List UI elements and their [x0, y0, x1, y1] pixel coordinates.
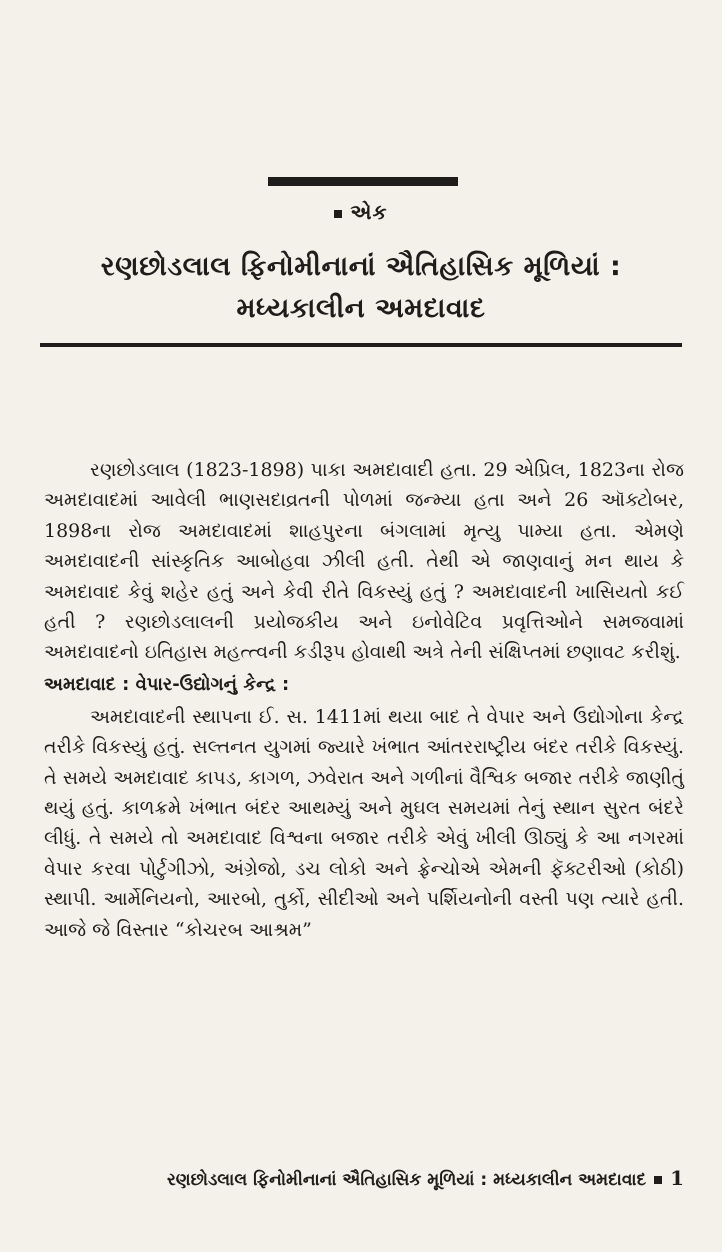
title-bottom-rule	[40, 343, 682, 347]
square-bullet-icon	[334, 210, 342, 218]
running-footer	[44, 1166, 684, 1190]
paragraph-trade: અમદાવાદની સ્થાપના ઈ. સ. 1411માં થયા બાદ તે વેપાર અને ઉદ્યોગોના કેન્દ્ર તરીકે વિકસ્યું હતું. સલ્તનત યુગમાં જ્યારે ખંભાત આંતરરાષ્ટ્રીય બંદર તરીકે વિકસ્યું. તે સમયે અમદાવાદ કાપડ, કાગળ, ઝવેરાત અને ગળીનાં વૈશ્વિક બજાર તરીકે જાણીતું થયું હતું. કાળક્રમે ખંભાત બંદર આથમ્યું અને મુઘલ સમયમાં તેનું સ્થાન સુરત બંદરે લીધું. તે સમયે તો અમદાવાદ વિશ્વના બજાર તરીકે એવું ખીલી ઊઠ્યું કે આ નગરમાં વેપાર કરવા પોર્ટુગીઝો, અંગ્રેજો, ડચ લોકો અને ફ્રેન્ચોએ એમની ફૅક્ટરીઓ (કોઠી) સ્થાપી. આર્મેનિયનો, આરબો, તુર્કો, સીદીઓ અને પર્શિયનોની વસ્તી પણ ત્યારે હતી. આજે જે વિસ્તાર “કોચરબ આશ્રમ”	[44, 705, 684, 941]
chapter-title-line2: મધ્યકાલીન અમદાવાદ	[236, 293, 486, 324]
paragraph-intro: રણછોડલાલ (1823-1898) પાકા અમદાવાદી હતા. 29 એપ્રિલ, 1823ના રોજ અમદાવાદમાં આવેલી ભાણસદાવ્રતની પોળમાં જન્મ્યા હતા અને 26 ઑક્ટોબર, 1898ના રોજ અમદાવાદમાં શાહપુરના બંગલામાં મૃત્યુ પામ્યા હતા. એમણે અમદાવાદની સાંસ્કૃતિક આબોહવા ઝીલી હતી. તેથી એ જાણવાનું મન થાય કે અમદાવાદ કેવું શહેર હતું અને કેવી રીતે વિકસ્યું હતું ? અમદાવાદની ખાસિયતો કઈ હતી ? રણછોડલાલની પ્રયોજકીય અને ઇનોવેટિવ પ્રવૃત્તિઓને સમજવામાં અમદાવાદનો ઇતિહાસ મહત્ત્વની કડીરૂપ હોવાથી અત્રે તેની સંક્ષિપ્તમાં છણાવટ કરીશું.	[44, 459, 684, 664]
chapter-title-line1: રણછોડલાલ ફિનોમીનાનાં ઐતિહાસિક મૂળિયાં :	[100, 251, 622, 282]
chapter-title	[40, 246, 682, 330]
chapter-label	[0, 200, 722, 224]
chapter-label-text: એક	[350, 200, 388, 224]
square-bullet-icon	[654, 1176, 662, 1184]
chapter-top-rule	[268, 177, 458, 186]
page-number: 1	[670, 1166, 684, 1190]
section-subheading: અમદાવાદ : વેપાર-ઉદ્યોગનું કેન્દ્ર :	[44, 673, 290, 695]
footer-running-title: રણછોડલાલ ફિનોમીનાનાં ઐતિહાસિક મૂળિયાં : મધ્યકાલીન અમદાવાદ	[166, 1170, 647, 1190]
body-text	[44, 455, 684, 945]
